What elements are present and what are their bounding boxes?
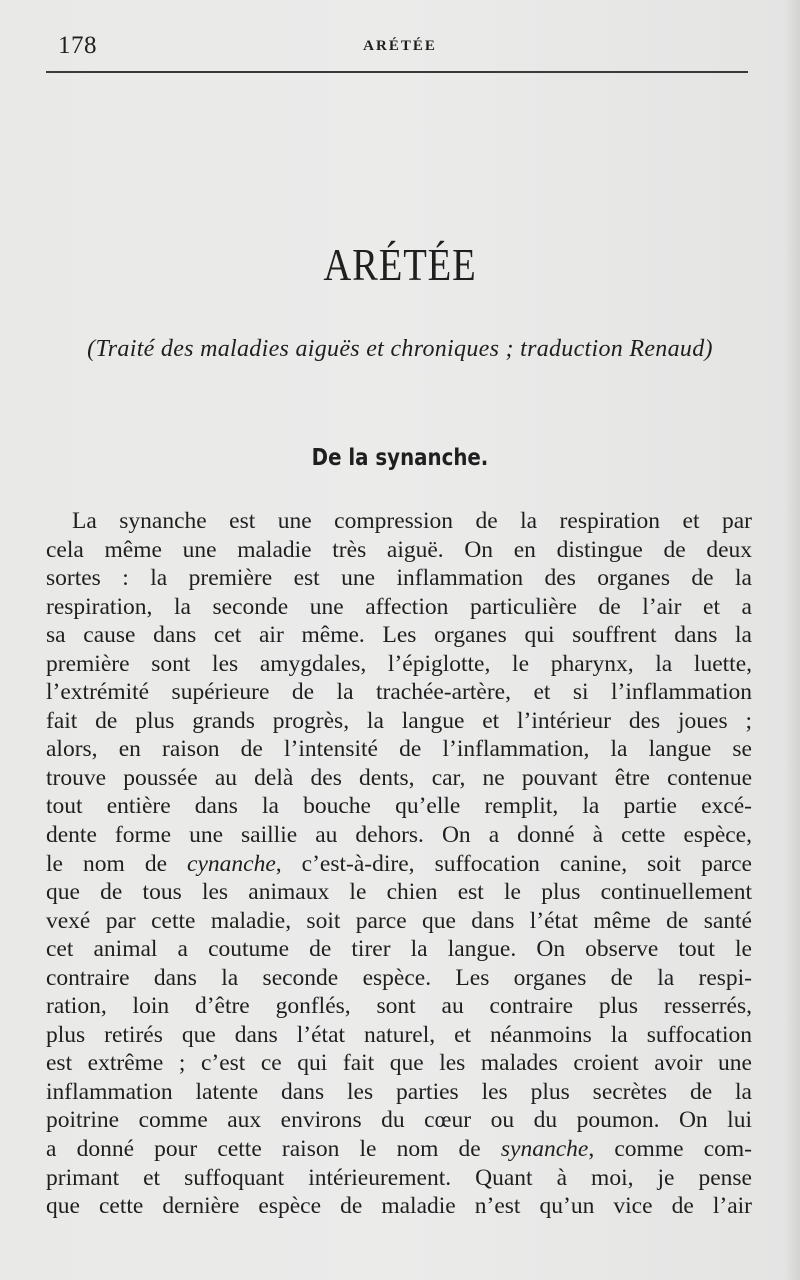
page-number: 178: [58, 32, 97, 59]
text-line: ration, loin d’être gonflés, sont au contraire plus resserrés,: [46, 993, 752, 1020]
text-line: sortes : la première est une inflammation des organes de la: [46, 565, 752, 592]
text-segment: le nom de: [46, 850, 188, 877]
text-segment: , comme com-: [588, 1136, 752, 1163]
header-rule: [46, 71, 748, 73]
text-line: tout entière dans la bouche qu’elle remplit, la partie excé-: [46, 793, 752, 820]
text-line: alors, en raison de l’intensité de l’inflammation, la langue se: [46, 736, 752, 763]
text-line: que cette dernière espèce de maladie n’est qu’un vice de l’air: [46, 1193, 752, 1220]
text-line: contraire dans la seconde espèce. Les organes de la respi-: [46, 964, 752, 991]
text-line: poitrine comme aux environs du cœur ou du poumon. On lui: [46, 1107, 752, 1134]
text-line: cela même une maladie très aiguë. On en distingue de deux: [46, 536, 752, 563]
italic-term: cynanche: [187, 850, 276, 877]
text-line: est extrême ; c’est ce qui fait que les malades croient avoir une: [46, 1050, 752, 1077]
text-line: dente forme une saillie au dehors. On a donné à cette espèce,: [46, 822, 752, 849]
text-line: plus retirés que dans l’état naturel, et néanmoins la suffocation: [46, 1021, 752, 1048]
body-text: [46, 507, 752, 1221]
text-line: [46, 1135, 752, 1164]
text-line: La synanche est une compression de la respiration et par: [72, 508, 752, 534]
text-line: cet animal a coutume de tirer la langue. On observe tout le: [46, 936, 752, 963]
chapter-subtitle: (Traité des maladies aiguës et chroniques ; traduction Renaud): [87, 336, 713, 362]
text-line: sa cause dans cet air même. Les organes qui souffrent dans la: [46, 622, 752, 649]
text-line: vexé par cette maladie, soit parce que dans l’état même de santé: [46, 907, 752, 934]
italic-term: synanche: [500, 1136, 589, 1163]
text-line: première sont les amygdales, l’épiglotte, le pharynx, la luette,: [46, 650, 752, 677]
chapter-title: ARÉTÉE: [323, 239, 477, 290]
section-heading: De la synanche.: [311, 445, 489, 471]
text-line: trouve poussée au delà des dents, car, ne pouvant être contenue: [46, 764, 752, 791]
text-line: que de tous les animaux le chien est le plus continuellement: [46, 879, 752, 906]
text-line: inflammation latente dans les parties les plus secrètes de la: [46, 1078, 752, 1105]
text-segment: , c’est-à-dire, suffocation canine, soit parce: [275, 850, 752, 877]
text-line: respiration, la seconde une affection particulière de l’air et a: [46, 593, 752, 620]
text-line: primant et suffoquant intérieurement. Quant à moi, je pense: [46, 1164, 752, 1191]
page-edge-shadow: [786, 0, 800, 1280]
text-line: fait de plus grands progrès, la langue et l’intérieur des joues ;: [46, 707, 752, 734]
running-head: ARÉTÉE: [363, 38, 437, 54]
text-line: l’extrémité supérieure de la trachée-artère, et si l’inflammation: [46, 679, 752, 706]
text-segment: a donné pour cette raison le nom de: [46, 1136, 501, 1163]
text-line: [46, 850, 752, 879]
